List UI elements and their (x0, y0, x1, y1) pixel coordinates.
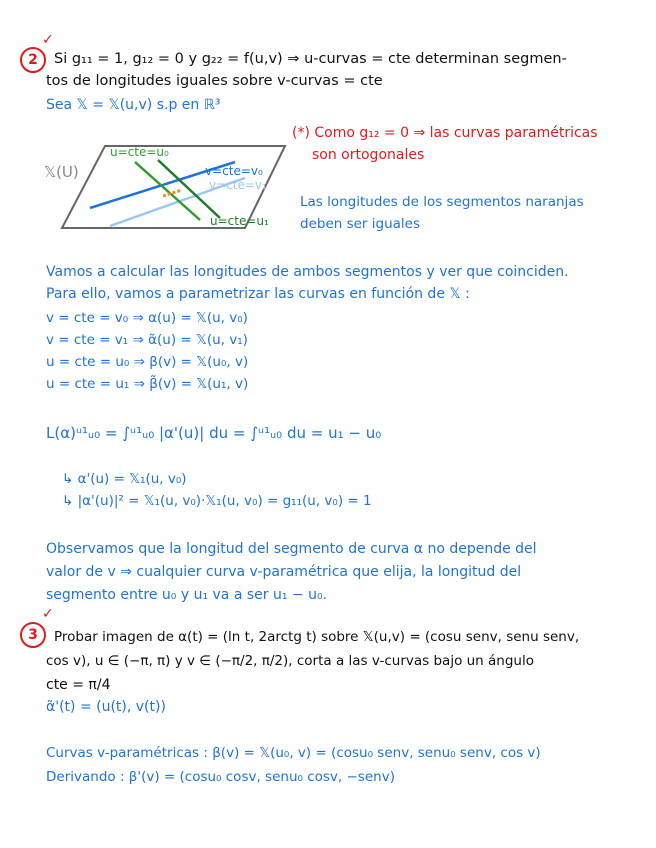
exercise-2-check-mark: ✓ (42, 32, 54, 48)
ex2-surface-definition: Sea 𝕏 = 𝕏(u,v) s.p en ℝ³ (46, 97, 221, 113)
observation-line-2: valor de v ⇒ cualquier curva v-paramétrica que elija, la longitud del (46, 564, 522, 580)
label-v0: v=cte=v₀ (205, 164, 263, 178)
label-v1: v=cte=v₁ (209, 178, 267, 192)
length-integral-formula: L(α)ᵘ¹ᵤ₀ = ∫ᵘ¹ᵤ₀ |α'(u)| du = ∫ᵘ¹ᵤ₀ du = u₁ − u₀ (46, 424, 382, 442)
derivative-alpha: ↳ α'(u) = 𝕏₁(u, v₀) (62, 471, 187, 487)
ex2-statement-line-2: tos de longitudes iguales sobre v-curvas = cte (46, 73, 383, 89)
v-parametric-curves: Curvas v-paramétricas : β(v) = 𝕏(u₀, v) = (cosu₀ senv, senu₀ senv, cos v) (46, 745, 541, 761)
norm-squared-alpha: ↳ |α'(u)|² = 𝕏₁(u, v₀)·𝕏₁(u, v₀) = g₁₁(u, v₀) = 1 (62, 493, 372, 509)
observation-line-1: Observamos que la longitud del segmento de curva α no depende del (46, 541, 537, 557)
param-beta-tilde: u = cte = u₁ ⇒ β̃(v) = 𝕏(u₁, v) (46, 376, 249, 392)
param-alpha: v = cte = v₀ ⇒ α(u) = 𝕏(u, v₀) (46, 310, 248, 326)
surface-label: 𝕏(U) (44, 163, 79, 181)
ex3-statement-line-1: Probar imagen de α(t) = (ln t, 2arctg t) sobre 𝕏(u,v) = (cosu senv, senu senv, (54, 629, 580, 645)
label-u1: u=cte=u₁ (210, 214, 269, 228)
note-orthogonal-line-2: son ortogonales (312, 147, 425, 163)
ex2-paragraph-line-1: Vamos a calcular las longitudes de ambos segmentos y ver que coinciden. (46, 264, 569, 280)
alpha-prime-expression: α̃'(t) = (u(t), v(t)) (46, 699, 166, 715)
ex2-statement-line-1: Si g₁₁ = 1, g₁₂ = 0 y g₂₂ = f(u,v) ⇒ u-curvas = cte determinan segmen- (54, 51, 567, 67)
ex3-statement-line-2: cos v), u ∈ (−π, π) y v ∈ (−π/2, π/2), corta a las v-curvas bajo un ángulo (46, 653, 534, 669)
note-lengths-line-2: deben ser iguales (300, 216, 421, 232)
exercise-3-number: 3 (20, 622, 46, 648)
param-alpha-tilde: v = cte = v₁ ⇒ α̃(u) = 𝕏(u, v₁) (46, 332, 248, 348)
ex3-statement-line-3: cte = π/4 (46, 677, 111, 693)
ex2-paragraph-line-2: Para ello, vamos a parametrizar las curvas en función de 𝕏 : (46, 286, 470, 302)
observation-line-3: segmento entre u₀ y u₁ va a ser u₁ − u₀. (46, 587, 328, 603)
note-orthogonal-line-1: (*) Como g₁₂ = 0 ⇒ las curvas paramétricas (292, 125, 598, 141)
exercise-2-number: 2 (20, 47, 46, 73)
beta-derivative: Derivando : β'(v) = (cosu₀ cosv, senu₀ cosv, −senv) (46, 769, 395, 785)
exercise-3-check-mark: ✓ (42, 606, 54, 622)
param-beta: u = cte = u₀ ⇒ β(v) = 𝕏(u₀, v) (46, 354, 249, 370)
label-u0: u=cte=u₀ (110, 145, 169, 159)
note-lengths-line-1: Las longitudes de los segmentos naranjas (300, 194, 584, 210)
